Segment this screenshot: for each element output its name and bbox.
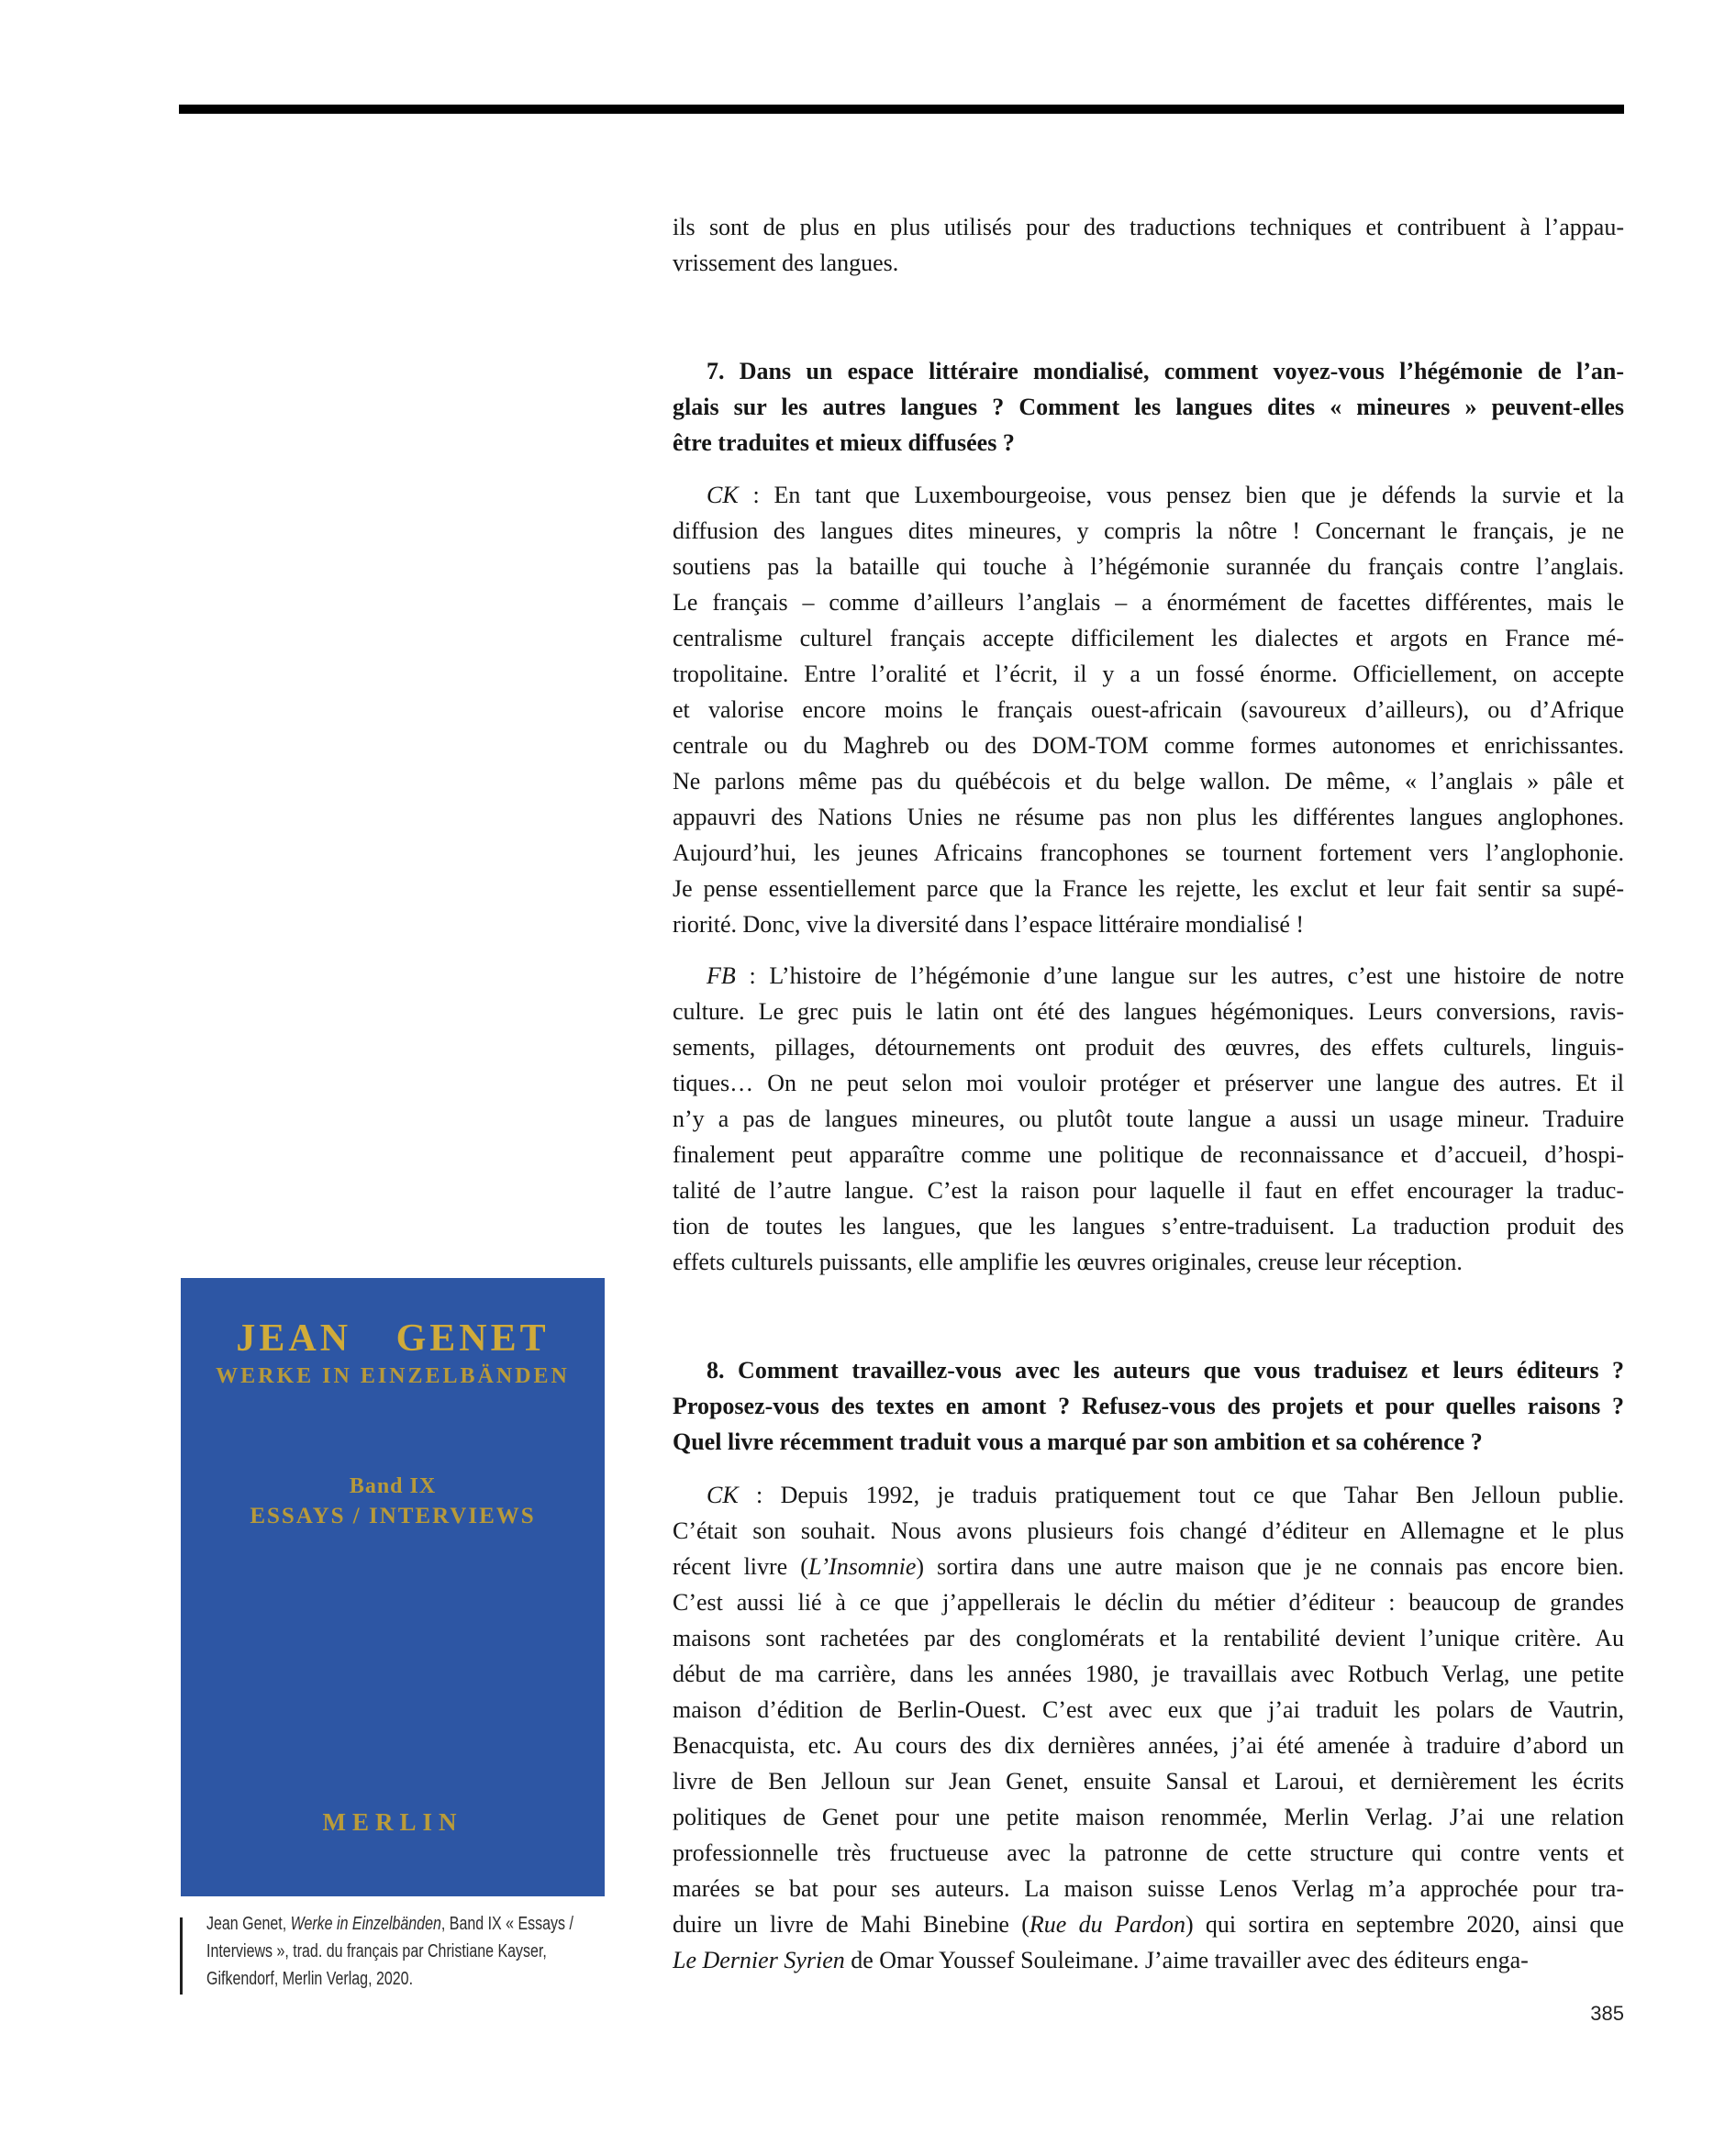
figure-caption xyxy=(206,1910,618,1993)
text-line: riorité. Donc, vive la diversité dans l’espace littéraire mondialisé ! xyxy=(673,911,1305,938)
text-line: duire un livre de Mahi Binebine (Rue du Pardon) qui sortira en septembre 2020, ainsi que xyxy=(673,1911,1624,1938)
text-line: effets culturels puissants, elle amplifie les œuvres originales, creuse leur réception. xyxy=(673,1249,1463,1275)
answer-ck-paragraph-2 xyxy=(673,1477,1624,1978)
text-line: Ne parlons même pas du québécois et du belge wallon. De même, « l’anglais » pâle et xyxy=(673,768,1624,795)
page-number: 385 xyxy=(1590,2002,1624,2025)
caption-bar xyxy=(180,1917,183,1995)
answer-ck-paragraph-1 xyxy=(673,477,1624,942)
cover-title: JEAN GENET xyxy=(236,1317,550,1360)
text-line: être traduites et mieux diffusées ? xyxy=(673,429,1015,456)
text-line: talité de l’autre langue. C’est la raison pour laquelle il faut en effet encourager la traduc- xyxy=(673,1177,1624,1204)
text-line: maisons sont rachetées par des conglomérats et la rentabilité devient l’unique critère. Au xyxy=(673,1625,1624,1651)
text-line: ils sont de plus en plus utilisés pour des traductions techniques et contribuent à l’appau- xyxy=(673,214,1624,240)
text-line: Benacquista, etc. Au cours des dix dernières années, j’ai été amenée à traduire d’abord un xyxy=(673,1732,1624,1759)
text-line: culture. Le grec puis le latin ont été des langues hégémoniques. Leurs conversions, ravis- xyxy=(673,998,1624,1025)
top-rule xyxy=(179,105,1624,114)
text-line: maison d’édition de Berlin-Ouest. C’est avec eux que j’ai traduit les polars de Vautrin, xyxy=(673,1696,1624,1723)
book-cover xyxy=(181,1278,605,1896)
text-line: livre de Ben Jelloun sur Jean Genet, ensuite Sansal et Laroui, et dernièrement les écrits xyxy=(673,1768,1624,1795)
text-line: tropolitaine. Entre l’oralité et l’écrit, il y a un fossé énorme. Officiellement, on accepte xyxy=(673,661,1624,687)
cover-subtitle: WERKE IN EINZELBÄNDEN xyxy=(216,1364,570,1388)
text-line: CK : En tant que Luxembourgeoise, vous pensez bien que je défends la survie et la xyxy=(707,482,1624,508)
cover-series: ESSAYS / INTERVIEWS xyxy=(250,1504,536,1528)
text-line: Jean Genet, Werke in Einzelbänden, Band IX « Essays / xyxy=(206,1914,573,1934)
text-line: Interviews », trad. du français par Christiane Kayser, xyxy=(206,1941,547,1962)
cover-publisher: MERLIN xyxy=(322,1808,463,1836)
text-line: FB : L’histoire de l’hégémonie d’une langue sur les autres, c’est une histoire de notre xyxy=(707,962,1624,989)
text-line: C’est aussi lié à ce que j’appellerais le déclin du métier d’éditeur : beaucoup de grandes xyxy=(673,1589,1624,1616)
text-line: 7. Dans un espace littéraire mondialisé, comment voyez-vous l’hégémonie de l’an- xyxy=(707,358,1624,384)
text-line: C’était son souhait. Nous avons plusieurs fois changé d’éditeur en Allemagne et le plus xyxy=(673,1517,1624,1544)
text-line: Le Dernier Syrien de Omar Youssef Souleimane. J’aime travailler avec des éditeurs enga- xyxy=(673,1947,1529,1973)
text-line: récent livre (L’Insomnie) sortira dans une autre maison que je ne connais pas encore bien. xyxy=(673,1553,1624,1580)
text-line: tion de toutes les langues, que les langues s’entre-traduisent. La traduction produit des xyxy=(673,1213,1624,1239)
paragraph-continuation xyxy=(673,209,1624,281)
text-line: et valorise encore moins le français ouest-africain (savoureux d’ailleurs), ou d’Afrique xyxy=(673,696,1624,723)
text-line: diffusion des langues dites mineures, y compris la nôtre ! Concernant le français, je ne xyxy=(673,517,1624,544)
answer-fb-paragraph xyxy=(673,958,1624,1280)
text-line: Proposez-vous des textes en amont ? Refusez-vous des projets et pour quelles raisons ? xyxy=(673,1393,1624,1419)
text-line: finalement peut apparaître comme une politique de reconnaissance et d’accueil, d’hospi- xyxy=(673,1141,1624,1168)
question-8-heading xyxy=(673,1352,1624,1460)
text-line: Aujourd’hui, les jeunes Africains francophones se tournent fortement vers l’anglophonie. xyxy=(673,839,1624,866)
text-line: sements, pillages, détournements ont produit des œuvres, des effets culturels, linguis- xyxy=(673,1034,1624,1061)
text-line: début de ma carrière, dans les années 1980, je travaillais avec Rotbuch Verlag, une petite xyxy=(673,1661,1624,1687)
text-line: tiques… On ne peut selon moi vouloir protéger et préserver une langue des autres. Et il xyxy=(673,1070,1624,1096)
text-line: Le français – comme d’ailleurs l’anglais – a énormément de facettes différentes, mais le xyxy=(673,589,1624,616)
text-line: soutiens pas la bataille qui touche à l’hégémonie surannée du français contre l’anglais. xyxy=(673,553,1624,580)
text-line: n’y a pas de langues mineures, ou plutôt toute langue a aussi un usage mineur. Traduire xyxy=(673,1106,1624,1132)
text-line: marées se bat pour ses auteurs. La maison suisse Lenos Verlag m’a approchée pour tra- xyxy=(673,1875,1624,1902)
cover-band: Band IX xyxy=(349,1474,437,1498)
text-line: 8. Comment travaillez-vous avec les auteurs que vous traduisez et leurs éditeurs ? xyxy=(707,1357,1624,1384)
text-line: vrissement des langues. xyxy=(673,250,899,276)
text-line: Je pense essentiellement parce que la France les rejette, les exclut et leur fait sentir sa supé- xyxy=(673,875,1624,902)
text-line: Quel livre récemment traduit vous a marqué par son ambition et sa cohérence ? xyxy=(673,1428,1483,1455)
text-line: CK : Depuis 1992, je traduis pratiquement tout ce que Tahar Ben Jelloun publie. xyxy=(707,1482,1624,1508)
text-line: Gifkendorf, Merlin Verlag, 2020. xyxy=(206,1969,414,1989)
text-line: politiques de Genet pour une petite maison renommée, Merlin Verlag. J’ai une relation xyxy=(673,1804,1624,1830)
question-7-heading xyxy=(673,353,1624,461)
text-line: appauvri des Nations Unies ne résume pas non plus les différentes langues anglophones. xyxy=(673,804,1624,830)
text-line: centrale ou du Maghreb ou des DOM-TOM comme formes autonomes et enrichissantes. xyxy=(673,732,1624,759)
text-line: glais sur les autres langues ? Comment les langues dites « mineures » peuvent-elles xyxy=(673,394,1624,420)
text-line: centralisme culturel français accepte difficilement les dialectes et argots en France mé- xyxy=(673,625,1624,651)
text-line: professionnelle très fructueuse avec la patronne de cette structure qui contre vents et xyxy=(673,1839,1624,1866)
